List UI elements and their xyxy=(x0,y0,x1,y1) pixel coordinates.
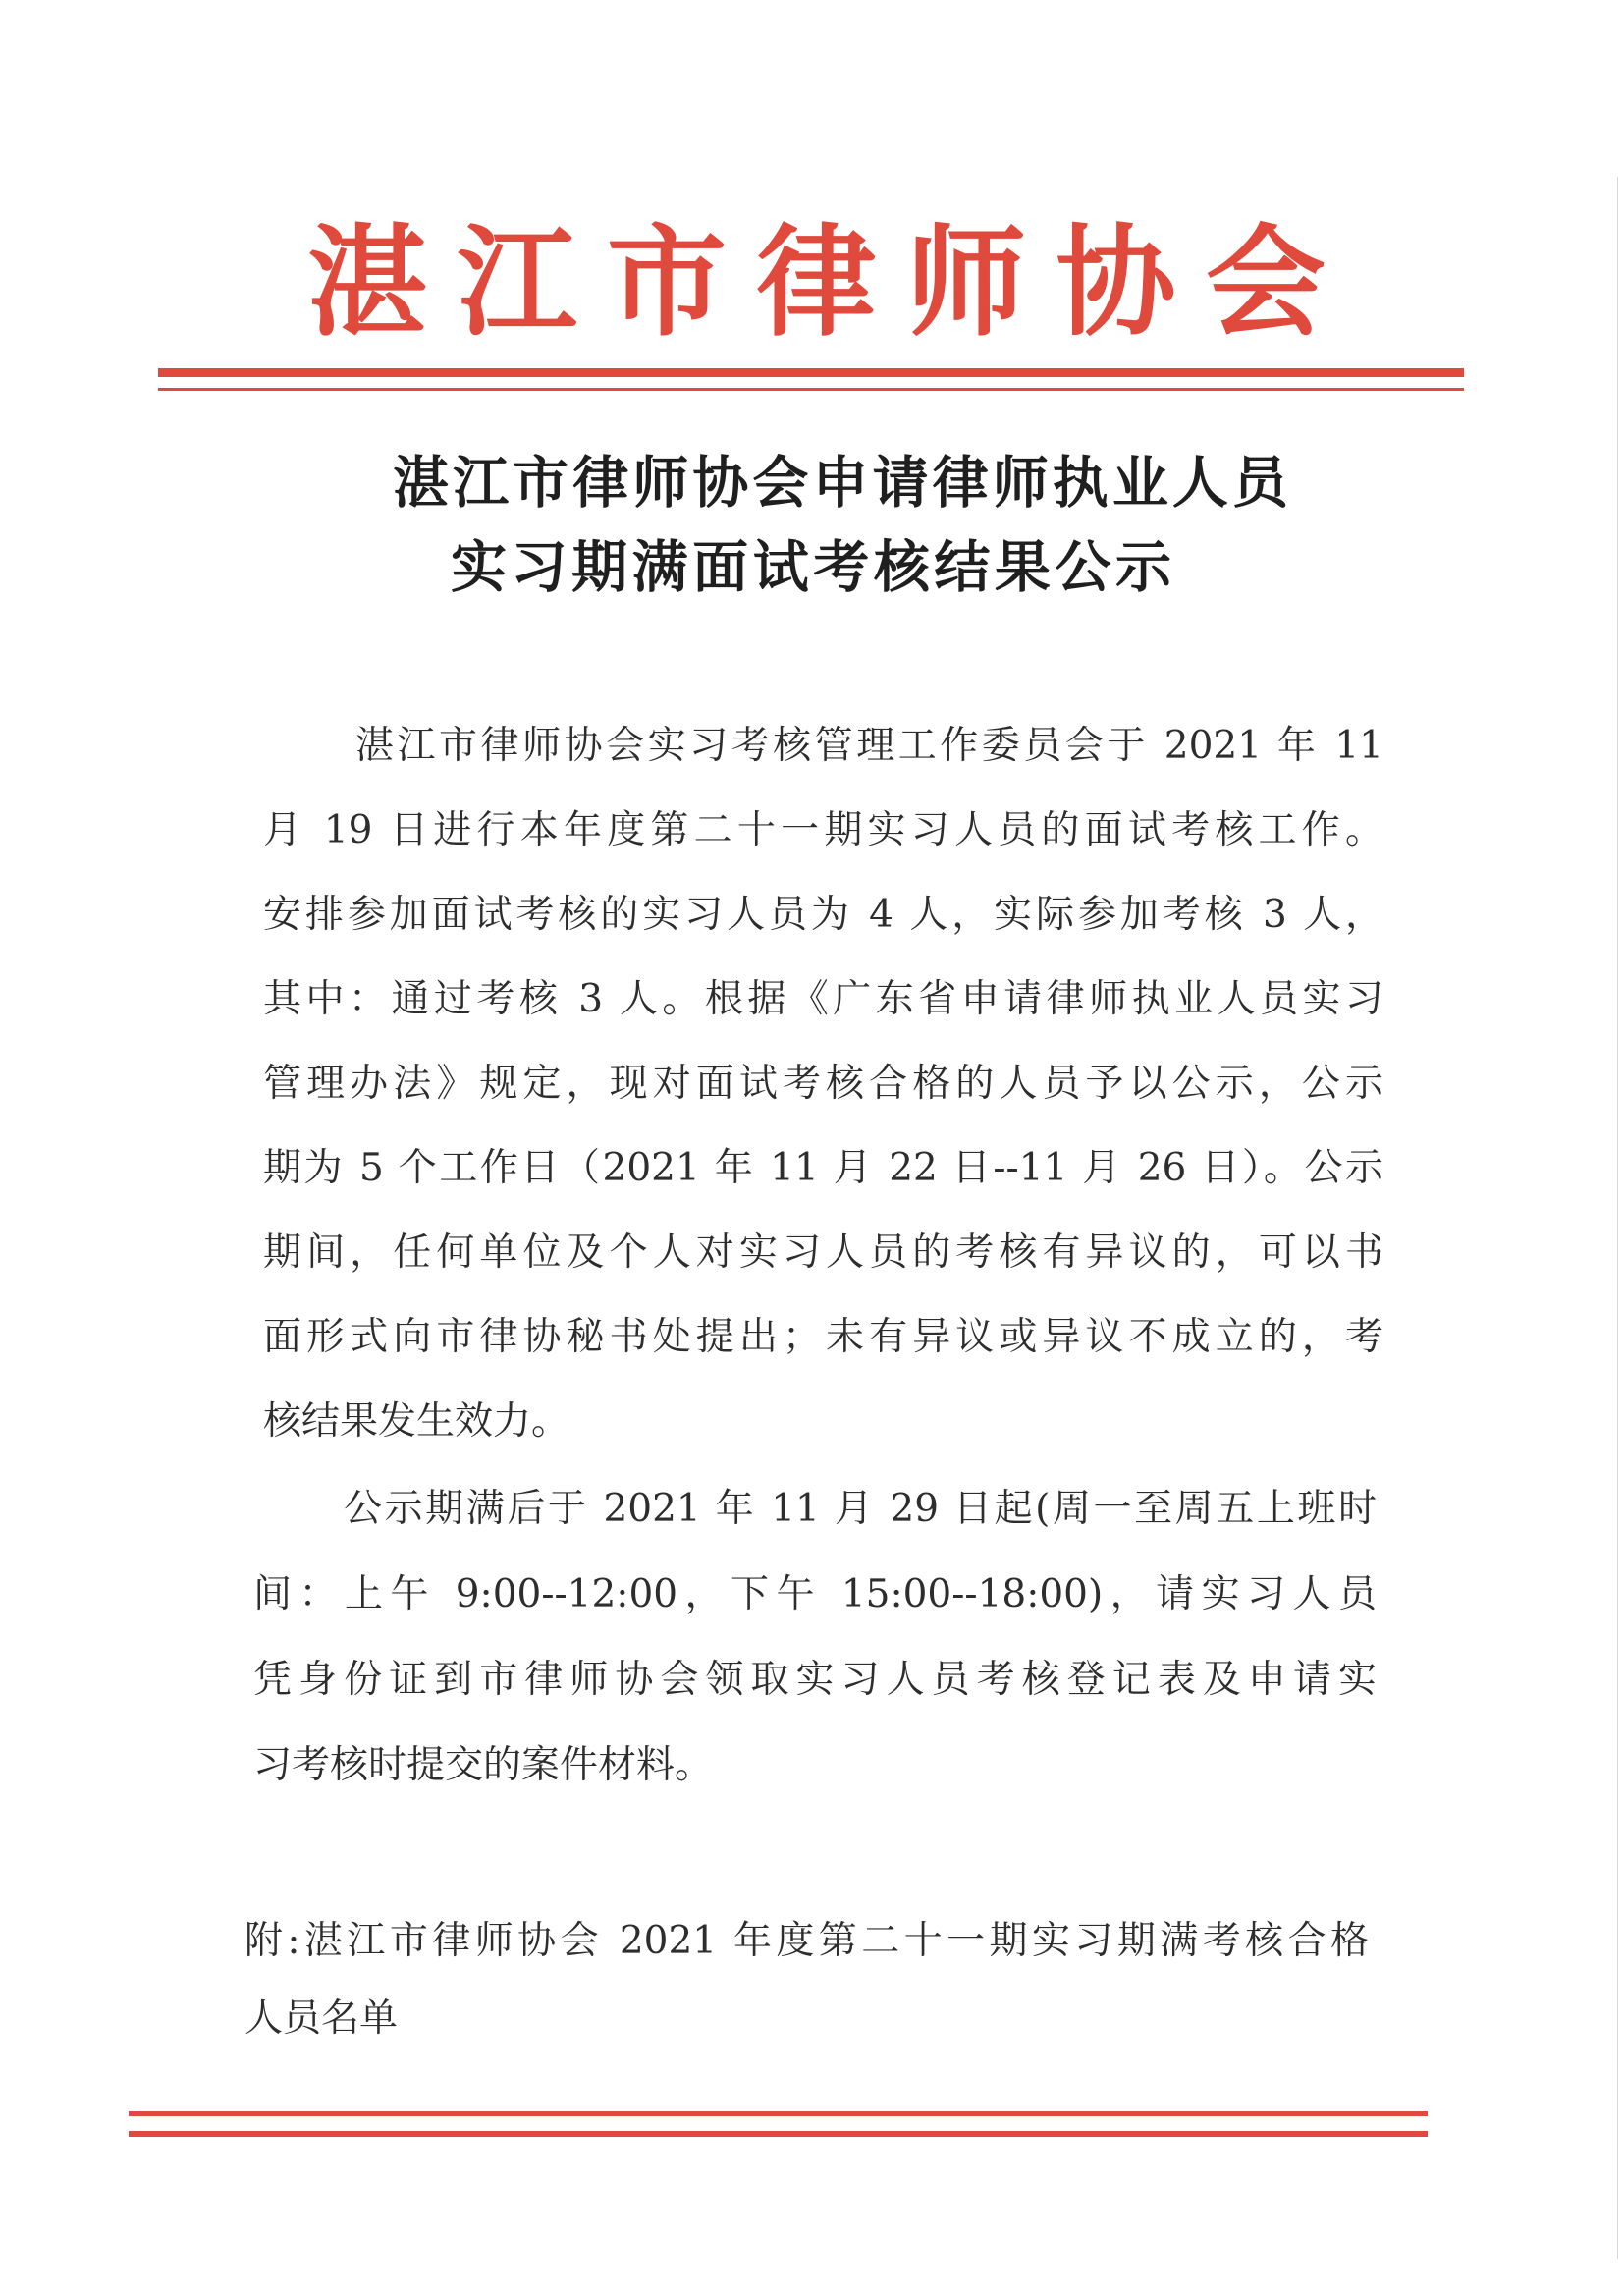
paragraph-line: 月 19 日进行本年度第二十一期实习人员的面试考核工作。 xyxy=(263,808,1383,852)
header-rule-thin xyxy=(158,388,1464,391)
paragraph-line: 习考核时提交的案件材料。 xyxy=(253,1743,714,1787)
attachment-note xyxy=(244,1902,1369,2057)
paragraph-line: 间：上午 9:00--12:00，下午 15:00--18:00)，请实习人员 xyxy=(253,1572,1377,1616)
body-paragraph-1 xyxy=(263,704,1383,1464)
paragraph-line: 期为 5 个工作日（2021 年 11 月 22 日--11 月 26 日）。公示 xyxy=(263,1146,1383,1190)
body-paragraph-2 xyxy=(253,1466,1377,1808)
paragraph-line: 湛江市律师协会实习考核管理工作委员会于 2021 年 11 xyxy=(355,724,1383,768)
attachment-line: 附:湛江市律师协会 2021 年度第二十一期实习期满考核合格 xyxy=(244,1919,1369,1963)
paragraph-line: 其中：通过考核 3 人。根据《广东省申请律师执业人员实习 xyxy=(263,977,1383,1021)
header-rule-thick xyxy=(158,368,1464,377)
footer-rule-bottom xyxy=(129,2131,1428,2137)
paragraph-line: 面形式向市律协秘书处提出；未有异议或异议不成立的，考 xyxy=(263,1315,1383,1359)
paragraph-line: 核结果发生效力。 xyxy=(263,1399,570,1444)
paragraph-line: 安排参加面试考核的实习人员为 4 人，实际参加考核 3 人， xyxy=(263,893,1383,937)
paragraph-line: 管理办法》规定，现对面试考核合格的人员予以公示，公示 xyxy=(263,1062,1383,1106)
attachment-line: 人员名单 xyxy=(244,1996,399,2041)
scan-edge-line xyxy=(1617,177,1618,2259)
notice-title-line-2: 实习期满面试考核结果公示 xyxy=(451,534,1171,600)
paragraph-line: 公示期满后于 2021 年 11 月 29 日起(周一至周五上班时 xyxy=(344,1487,1377,1531)
paragraph-line: 期间，任何单位及个人对实习人员的考核有异议的，可以书 xyxy=(263,1230,1383,1275)
notice-title-line-1: 湛江市律师协会申请律师执业人员 xyxy=(393,450,1288,516)
letterhead-org-name: 湛江市律师协会 xyxy=(307,211,1326,353)
paragraph-line: 凭身份证到市律师协会领取实习人员考核登记表及申请实 xyxy=(253,1658,1377,1702)
footer-rule-top xyxy=(129,2111,1428,2116)
